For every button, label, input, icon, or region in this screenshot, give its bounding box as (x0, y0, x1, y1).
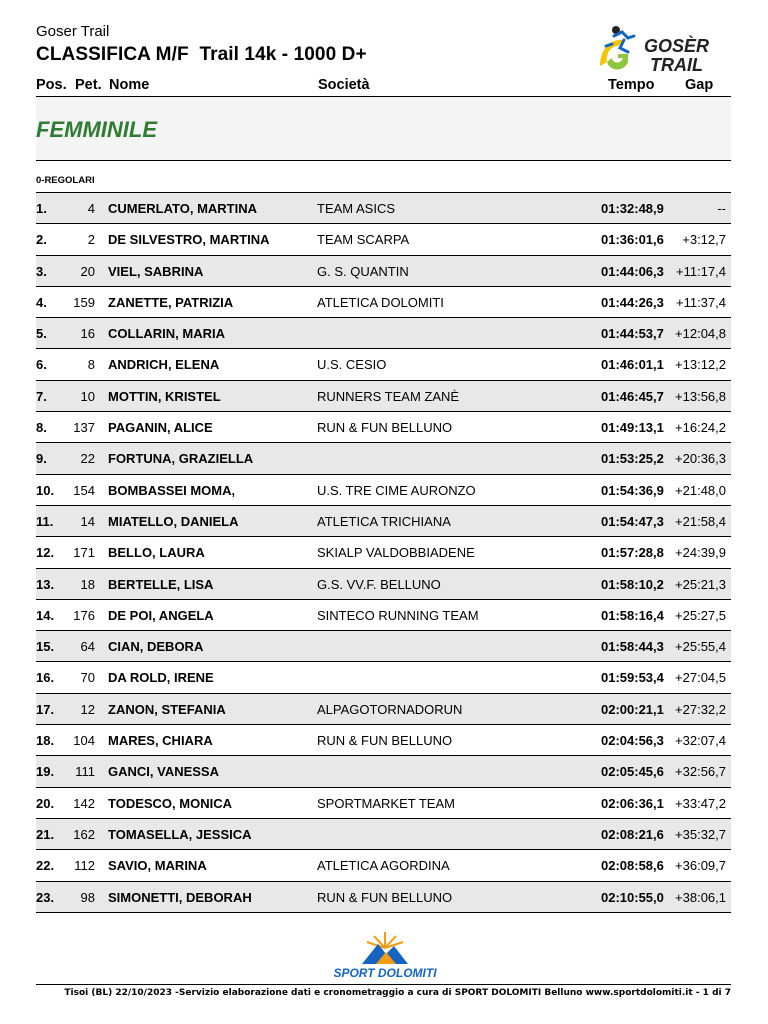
gap-cell: +24:39,9 (675, 545, 726, 561)
time-cell: 01:57:28,8 (601, 545, 664, 561)
position-cell: 13. (36, 576, 55, 592)
athlete-name-cell: SIMONETTI, DEBORAH (108, 889, 252, 905)
bib-cell: 16 (80, 326, 95, 342)
document-title: CLASSIFICA M/F Trail 14k - 1000 D+ (36, 44, 367, 65)
time-cell: 01:46:45,7 (601, 388, 664, 404)
gap-cell: +21:58,4 (675, 513, 726, 529)
goser-trail-logo (594, 22, 734, 78)
time-cell: 01:46:01,1 (601, 357, 664, 373)
club-cell: RUN & FUN BELLUNO (317, 733, 453, 749)
athlete-name-cell: CUMERLATO, MARTINA (108, 201, 258, 216)
club-cell: U.S. TRE CIME AURONZO (317, 482, 476, 498)
club-cell: RUN & FUN BELLUNO (317, 420, 453, 436)
time-cell: 02:10:55,0 (601, 889, 664, 905)
time-cell: 01:58:16,4 (601, 607, 664, 623)
result-row (36, 694, 731, 725)
position-cell: 8. (36, 420, 47, 436)
gap-cell: +36:09,7 (675, 858, 726, 874)
bib-cell: 104 (73, 733, 95, 749)
athlete-name-cell: CIAN, DEBORA (108, 639, 204, 655)
result-row (36, 600, 731, 631)
gap-cell: +35:32,7 (675, 826, 726, 842)
club-cell: SKIALP VALDOBBIADENE (317, 545, 475, 561)
athlete-name-cell: ANDRICH, ELENA (108, 357, 220, 373)
club-cell: G. S. QUANTIN (317, 263, 409, 279)
result-row (36, 631, 731, 662)
result-row (36, 788, 731, 819)
column-header-time: Tempo (608, 77, 655, 93)
gap-cell: +25:55,4 (675, 639, 726, 655)
gap-cell: +25:27,5 (675, 607, 726, 623)
result-row (36, 256, 731, 287)
result-row (36, 537, 731, 568)
athlete-name-cell: MOTTIN, KRISTEL (108, 388, 221, 404)
club-cell: G.S. VV.F. BELLUNO (317, 576, 441, 592)
bib-cell: 171 (73, 545, 95, 561)
gap-cell: +12:04,8 (675, 326, 726, 342)
footer-text: Tisoi (BL) 22/10/2023 -Servizio elaborazione dati e cronometraggio a cura di SPORT DOLOMITI Belluno www.sportdolomiti.it - 1 di 7 (64, 988, 731, 998)
time-cell: 02:08:21,6 (601, 826, 664, 842)
athlete-name-cell: ZANETTE, PATRIZIA (108, 294, 234, 310)
result-row (36, 192, 731, 224)
result-row (36, 882, 731, 913)
bib-cell: 12 (80, 701, 95, 717)
athlete-name-cell: MIATELLO, DANIELA (108, 513, 239, 529)
time-cell: 01:44:06,3 (601, 263, 664, 279)
logo-text-goser: GOSÈR (644, 36, 710, 56)
gap-cell: +25:21,3 (675, 576, 726, 592)
gap-cell: +32:07,4 (675, 733, 726, 749)
gap-cell: +27:32,2 (675, 701, 726, 717)
gap-cell: +3:12,7 (682, 232, 726, 248)
column-header-gap: Gap (685, 77, 714, 93)
gap-cell: +13:56,8 (675, 388, 726, 404)
event-name: Goser Trail (36, 23, 110, 40)
time-cell: 01:58:44,3 (601, 639, 664, 655)
club-cell: RUNNERS TEAM ZANÈ (317, 388, 460, 404)
athlete-name-cell: BELLO, LAURA (108, 545, 205, 561)
gap-cell: +27:04,5 (675, 670, 726, 686)
column-header-name: Nome (109, 77, 150, 93)
bib-cell: 10 (80, 388, 95, 404)
gap-cell: +11:17,4 (675, 263, 726, 279)
club-cell: SPORTMARKET TEAM (317, 795, 455, 811)
time-cell: 02:05:45,6 (601, 764, 664, 780)
club-cell: RUN & FUN BELLUNO (317, 889, 453, 905)
gap-cell: +33:47,2 (675, 795, 726, 811)
time-cell: 01:53:25,2 (601, 451, 664, 467)
athlete-name-cell: TODESCO, MONICA (108, 795, 232, 811)
time-cell: 02:00:21,1 (601, 701, 664, 717)
bib-cell: 176 (73, 607, 95, 623)
time-cell: 01:58:10,2 (601, 576, 664, 592)
gap-cell: +21:48,0 (675, 482, 726, 498)
bib-cell: 22 (80, 451, 95, 467)
bib-cell: 159 (73, 294, 95, 310)
gap-cell: +38:06,1 (675, 889, 726, 905)
athlete-name-cell: BERTELLE, LISA (108, 576, 214, 592)
gap-cell: +16:24,2 (675, 420, 726, 436)
club-cell: ATLETICA DOLOMITI (317, 294, 444, 310)
athlete-name-cell: MARES, CHIARA (108, 733, 213, 749)
time-cell: 01:59:53,4 (601, 670, 664, 686)
result-row (36, 850, 731, 881)
time-cell: 01:32:48,9 (601, 201, 664, 216)
position-cell: 2. (36, 232, 47, 248)
time-cell: 01:54:36,9 (601, 482, 664, 498)
club-cell: ATLETICA TRICHIANA (317, 513, 451, 529)
position-cell: 22. (36, 858, 55, 874)
result-row (36, 819, 731, 850)
athlete-name-cell: PAGANIN, ALICE (108, 420, 213, 436)
athlete-name-cell: GANCI, VANESSA (108, 764, 219, 780)
position-cell: 21. (36, 826, 55, 842)
club-cell: TEAM SCARPA (317, 232, 410, 248)
time-cell: 01:36:01,6 (601, 232, 664, 248)
result-row (36, 224, 731, 255)
result-row (36, 318, 731, 349)
bib-cell: 98 (80, 889, 95, 905)
athlete-name-cell: TOMASELLA, JESSICA (108, 826, 252, 842)
bib-cell: 2 (87, 232, 95, 248)
column-header-club: Società (318, 77, 370, 93)
position-cell: 9. (36, 451, 47, 467)
time-cell: 02:08:58,6 (601, 858, 664, 874)
footer-divider (36, 984, 731, 985)
position-cell: 16. (36, 670, 55, 686)
club-cell: TEAM ASICS (317, 201, 396, 216)
athlete-name-cell: SAVIO, MARINA (108, 858, 207, 874)
position-cell: 4. (36, 294, 47, 310)
sport-dolomiti-logo (316, 928, 454, 980)
athlete-name-cell: VIEL, SABRINA (108, 263, 204, 279)
bib-cell: 154 (73, 482, 95, 498)
result-row (36, 443, 731, 474)
athlete-name-cell: DA ROLD, IRENE (108, 670, 214, 686)
time-cell: 01:54:47,3 (601, 513, 664, 529)
position-cell: 19. (36, 764, 55, 780)
bib-cell: 18 (80, 576, 95, 592)
result-row (36, 349, 731, 380)
position-cell: 17. (36, 701, 55, 717)
athlete-name-cell: FORTUNA, GRAZIELLA (108, 451, 254, 467)
club-cell: ALPAGOTORNADORUN (317, 701, 463, 717)
gap-cell: +32:56,7 (675, 764, 726, 780)
sport-dolomiti-logo-text: SPORT DOLOMITI (333, 966, 437, 980)
position-cell: 7. (36, 388, 47, 404)
club-cell: SINTECO RUNNING TEAM (317, 607, 479, 623)
bib-cell: 137 (73, 420, 95, 436)
result-row (36, 569, 731, 600)
bib-cell: 142 (73, 795, 95, 811)
athlete-name-cell: DE POI, ANGELA (108, 607, 214, 623)
club-cell: U.S. CESIO (317, 357, 387, 373)
athlete-name-cell: DE SILVESTRO, MARTINA (108, 232, 270, 248)
time-cell: 02:04:56,3 (601, 733, 664, 749)
logo-text-trail: TRAIL (650, 55, 703, 75)
club-cell: ATLETICA AGORDINA (317, 858, 450, 874)
position-cell: 3. (36, 263, 47, 279)
result-row (36, 662, 731, 693)
position-cell: 1. (36, 201, 47, 216)
position-cell: 10. (36, 482, 55, 498)
result-row (36, 725, 731, 756)
position-cell: 18. (36, 733, 55, 749)
bib-cell: 64 (80, 639, 95, 655)
position-cell: 15. (36, 639, 55, 655)
time-cell: 02:06:36,1 (601, 795, 664, 811)
gap-cell: +13:12,2 (675, 357, 726, 373)
position-cell: 14. (36, 607, 55, 623)
results-table (36, 192, 731, 913)
result-row (36, 756, 731, 787)
bib-cell: 20 (80, 263, 95, 279)
time-cell: 01:44:53,7 (601, 326, 664, 342)
category-divider (36, 160, 731, 161)
result-row (36, 287, 731, 318)
group-label: 0-REGOLARI (36, 175, 95, 186)
bib-cell: 112 (74, 858, 95, 874)
position-cell: 11. (36, 513, 54, 529)
athlete-name-cell: COLLARIN, MARIA (108, 326, 225, 342)
position-cell: 20. (36, 795, 55, 811)
result-row (36, 506, 731, 537)
category-title: FEMMINILE (36, 117, 157, 142)
position-cell: 5. (36, 326, 47, 342)
bib-cell: 8 (87, 357, 95, 373)
result-row (36, 381, 731, 412)
bib-cell: 4 (87, 201, 95, 216)
position-cell: 23. (36, 889, 55, 905)
gap-cell: -- (717, 201, 726, 216)
bib-cell: 111 (75, 764, 95, 780)
bib-cell: 14 (80, 513, 95, 529)
gap-cell: +11:37,4 (675, 294, 726, 310)
column-header-pos: Pos. (36, 77, 67, 93)
time-cell: 01:44:26,3 (601, 294, 664, 310)
result-row (36, 475, 731, 506)
bib-cell: 162 (73, 826, 95, 842)
position-cell: 6. (36, 357, 47, 373)
gap-cell: +20:36,3 (675, 451, 726, 467)
bib-cell: 70 (80, 670, 95, 686)
column-header-bib: Pet. (75, 77, 102, 93)
athlete-name-cell: ZANON, STEFANIA (108, 701, 226, 717)
time-cell: 01:49:13,1 (601, 420, 664, 436)
position-cell: 12. (36, 545, 55, 561)
athlete-name-cell: BOMBASSEI MOMA, (108, 482, 236, 498)
result-row (36, 412, 731, 443)
